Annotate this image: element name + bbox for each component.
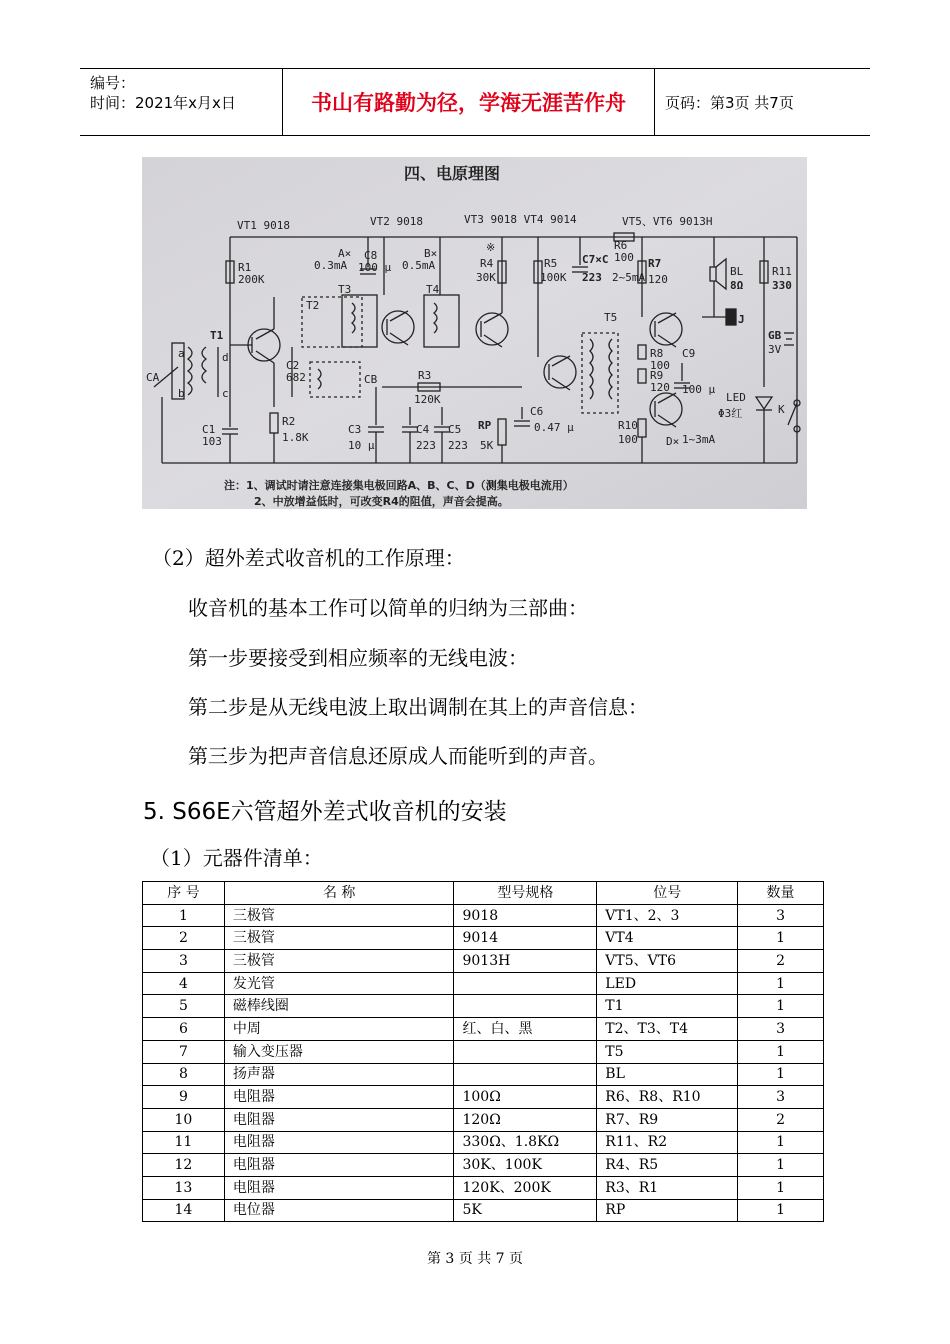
parts-list-heading: （1）元器件清单： [150, 846, 323, 870]
cell-index: 8 [143, 1063, 225, 1086]
cell-name: 三极管 [224, 950, 454, 973]
label-t5: T5 [604, 311, 618, 324]
label-c7: C7×C [582, 253, 609, 266]
label-r6: R6 [614, 239, 628, 252]
header-page-info: 页码：第3页 共7页 [665, 93, 794, 112]
label-bl-value: 8Ω [730, 279, 744, 292]
cell-quantity: 1 [738, 1199, 824, 1222]
col-header-name: 名 称 [224, 882, 454, 905]
header-meta [80, 69, 283, 135]
cell-name: 三极管 [224, 904, 454, 927]
label-c3: C3 [348, 423, 362, 436]
cell-quantity: 1 [738, 1176, 824, 1199]
label-c: c [222, 387, 229, 400]
label-vt34: VT3 9018 VT4 9014 [464, 213, 577, 226]
label-cb: CB [364, 373, 378, 386]
label-current-c: 2~5mA [612, 271, 646, 284]
label-r7-value: 120 [648, 273, 668, 286]
cell-position: R7、R9 [597, 1108, 738, 1131]
cell-index: 13 [143, 1176, 225, 1199]
label-r9-value: 120 [650, 381, 670, 394]
cell-spec: 330Ω、1.8KΩ [454, 1131, 597, 1154]
label-c6: C6 [530, 405, 544, 418]
cell-spec: 120K、200K [454, 1176, 597, 1199]
cell-spec [454, 995, 597, 1018]
cell-spec [454, 972, 597, 995]
cell-position: T2、T3、T4 [597, 1018, 738, 1041]
label-r2: R2 [282, 415, 296, 428]
cell-quantity: 1 [738, 1154, 824, 1177]
cell-position: LED [597, 972, 738, 995]
cell-name: 三极管 [224, 927, 454, 950]
cell-index: 11 [143, 1131, 225, 1154]
cell-index: 7 [143, 1040, 225, 1063]
label-r7: R7 [648, 257, 662, 270]
label-t3: T3 [338, 283, 352, 296]
label-c1-value: 103 [202, 435, 222, 448]
label-d: d [222, 351, 229, 364]
header-motto: 书山有路勤为径，学海无涯苦作舟 [283, 69, 655, 135]
label-rp: RP [478, 419, 492, 432]
cell-spec [454, 1040, 597, 1063]
label-r11: R11 [772, 265, 792, 278]
cell-quantity: 3 [738, 904, 824, 927]
circuit-diagram-photo [142, 157, 807, 509]
table-row [143, 1199, 824, 1222]
cell-quantity: 1 [738, 1040, 824, 1063]
cell-index: 12 [143, 1154, 225, 1177]
label-c9-value: 100 μ [682, 383, 716, 396]
cell-name: 电阻器 [224, 1131, 454, 1154]
parts-table [142, 881, 824, 1222]
table-row [143, 1154, 824, 1177]
section-5-heading: 5. S66E六管超外差式收音机的安装 [143, 799, 507, 825]
label-c2-value: 682 [286, 371, 306, 384]
label-rp-value: 5K [480, 439, 494, 452]
cell-index: 4 [143, 972, 225, 995]
cell-spec: 9013H [454, 950, 597, 973]
cell-spec: 120Ω [454, 1108, 597, 1131]
table-row [143, 1018, 824, 1041]
cell-spec: 5K [454, 1199, 597, 1222]
table-row [143, 1176, 824, 1199]
cell-quantity: 3 [738, 1086, 824, 1109]
table-row [143, 1040, 824, 1063]
cell-name: 发光管 [224, 972, 454, 995]
principle-line-3: 第二步是从无线电波上取出调制在其上的声音信息： [188, 695, 648, 719]
label-c5: C5 [448, 423, 462, 436]
label-vt2: VT2 9018 [370, 215, 423, 228]
principle-line-1: 收音机的基本工作可以简单的归纳为三部曲： [188, 596, 588, 620]
col-header-position: 位号 [597, 882, 738, 905]
cell-position: R6、R8、R10 [597, 1086, 738, 1109]
cell-spec: 30K、100K [454, 1154, 597, 1177]
cell-position: R4、R5 [597, 1154, 738, 1177]
cell-index: 6 [143, 1018, 225, 1041]
label-vt1: VT1 9018 [237, 219, 290, 232]
cell-quantity: 2 [738, 950, 824, 973]
cell-position: VT1、2、3 [597, 904, 738, 927]
label-t2: T2 [306, 299, 320, 312]
label-t4: T4 [426, 283, 440, 296]
cell-quantity: 1 [738, 1131, 824, 1154]
cell-spec: 红、白、黑 [454, 1018, 597, 1041]
label-r4-value: 30K [476, 271, 496, 284]
col-header-quantity: 数量 [738, 882, 824, 905]
cell-name: 输入变压器 [224, 1040, 454, 1063]
principle-line-4: 第三步为把声音信息还原成人而能听到的声音。 [188, 744, 608, 768]
label-bl: BL [730, 265, 744, 278]
principle-line-2: 第一步要接受到相应频率的无线电波： [188, 646, 528, 670]
cell-name: 电位器 [224, 1199, 454, 1222]
label-c7-value: 223 [582, 271, 602, 284]
label-c9: C9 [682, 347, 696, 360]
table-row [143, 927, 824, 950]
cell-position: BL [597, 1063, 738, 1086]
label-r11-value: 330 [772, 279, 792, 292]
label-vt56: VT5、VT6 9013H [622, 215, 713, 228]
label-r4: R4 [480, 257, 494, 270]
label-current-a: 0.3mA [314, 259, 348, 272]
cell-quantity: 1 [738, 1063, 824, 1086]
cell-position: VT4 [597, 927, 738, 950]
cell-index: 9 [143, 1086, 225, 1109]
label-gb-value: 3V [768, 343, 782, 356]
label-r5: R5 [544, 257, 558, 270]
cell-index: 2 [143, 927, 225, 950]
cell-position: RP [597, 1199, 738, 1222]
label-c2: C2 [286, 359, 300, 372]
label-t1: T1 [210, 329, 224, 342]
cell-name: 磁棒线圈 [224, 995, 454, 1018]
col-header-index: 序 号 [143, 882, 225, 905]
page-header [80, 68, 870, 136]
cell-name: 中周 [224, 1018, 454, 1041]
doc-time-label: 时间：2021年x月x日 [90, 94, 236, 112]
table-row [143, 950, 824, 973]
table-header-row [143, 882, 824, 905]
figure-title: 四、电原理图 [404, 164, 501, 183]
circuit-diagram [142, 157, 807, 509]
label-gb: GB [768, 329, 782, 342]
label-k: K [778, 403, 785, 416]
label-c8-value: 100 μ [358, 261, 392, 274]
cell-spec: 9018 [454, 904, 597, 927]
label-r10-value: 100 [618, 433, 638, 446]
cell-quantity: 1 [738, 995, 824, 1018]
label-current-b: 0.5mA [402, 259, 436, 272]
label-r1: R1 [238, 261, 252, 274]
cell-position: T1 [597, 995, 738, 1018]
label-current-d: 1~3mA [682, 433, 716, 446]
label-point-d: D× [666, 435, 680, 448]
label-c3-value: 10 μ [348, 439, 375, 452]
cell-index: 10 [143, 1108, 225, 1131]
table-row [143, 1086, 824, 1109]
cell-spec [454, 1063, 597, 1086]
label-c5-value: 223 [448, 439, 468, 452]
figure-note-2: 2、中放增益低时，可改变R4的阻值，声音会提高。 [254, 495, 509, 508]
label-r2-value: 1.8K [282, 431, 309, 444]
cell-name: 电阻器 [224, 1086, 454, 1109]
label-r9: R9 [650, 369, 664, 382]
label-r5-value: 100K [540, 271, 567, 284]
label-r10: R10 [618, 419, 638, 432]
label-ca: CA [146, 371, 160, 384]
cell-index: 3 [143, 950, 225, 973]
label-c8: C8 [364, 249, 378, 262]
table-row [143, 904, 824, 927]
cell-quantity: 3 [738, 1018, 824, 1041]
table-row [143, 1063, 824, 1086]
cell-index: 5 [143, 995, 225, 1018]
cell-quantity: 1 [738, 927, 824, 950]
table-row [143, 1131, 824, 1154]
label-point-b: B× [424, 247, 438, 260]
table-row [143, 1108, 824, 1131]
label-r3: R3 [418, 369, 432, 382]
label-r3-value: 120K [414, 393, 441, 406]
label-c6-value: 0.47 μ [534, 421, 574, 434]
table-row [143, 972, 824, 995]
cell-spec: 9014 [454, 927, 597, 950]
cell-name: 电阻器 [224, 1176, 454, 1199]
page-footer: 第 3 页 共 7 页 [426, 1251, 524, 1267]
label-j: J [738, 313, 745, 326]
label-r8: R8 [650, 347, 664, 360]
label-c4-value: 223 [416, 439, 436, 452]
label-b: b [178, 387, 185, 400]
label-star: ※ [486, 241, 496, 254]
cell-name: 电阻器 [224, 1154, 454, 1177]
label-r6-value: 100 [614, 251, 634, 264]
cell-spec: 100Ω [454, 1086, 597, 1109]
cell-index: 1 [143, 904, 225, 927]
figure-note-1: 注：1、调试时请注意连接集电极回路A、B、C、D（测集电极电流用） [224, 479, 574, 492]
cell-position: T5 [597, 1040, 738, 1063]
principle-heading: （2）超外差式收音机的工作原理： [152, 546, 465, 570]
cell-position: R11、R2 [597, 1131, 738, 1154]
label-c1: C1 [202, 423, 216, 436]
table-row [143, 995, 824, 1018]
cell-position: VT5、VT6 [597, 950, 738, 973]
label-a: a [178, 347, 185, 360]
label-led-value: Φ3红 [718, 407, 743, 420]
cell-name: 扬声器 [224, 1063, 454, 1086]
label-led: LED [726, 391, 746, 404]
label-r8-value: 100 [650, 359, 670, 372]
cell-name: 电阻器 [224, 1108, 454, 1131]
doc-number-label: 编号： [90, 74, 136, 92]
label-r1-value: 200K [238, 273, 265, 286]
col-header-spec: 型号规格 [454, 882, 597, 905]
label-c4: C4 [416, 423, 430, 436]
cell-quantity: 2 [738, 1108, 824, 1131]
label-point-a: A× [338, 247, 352, 260]
cell-index: 14 [143, 1199, 225, 1222]
cell-quantity: 1 [738, 972, 824, 995]
cell-position: R3、R1 [597, 1176, 738, 1199]
